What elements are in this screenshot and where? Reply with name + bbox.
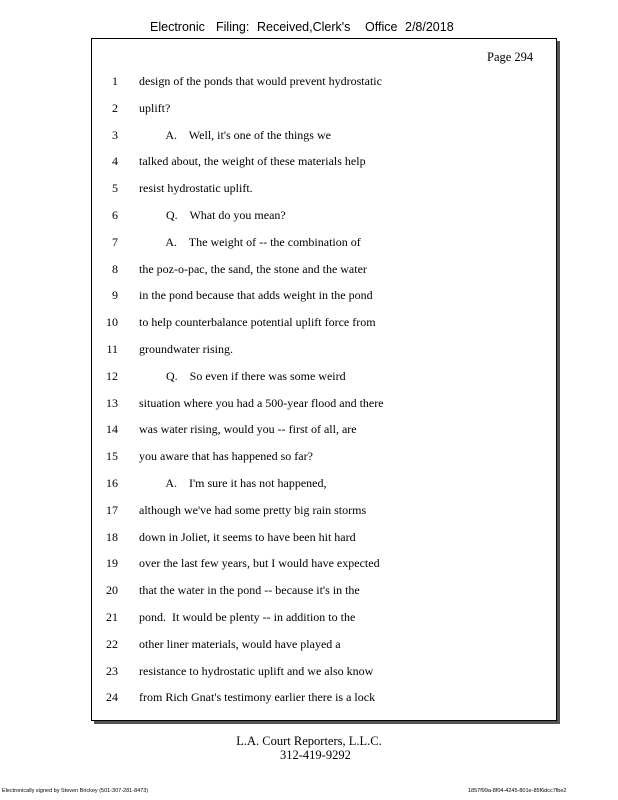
line-number: 1	[112, 74, 118, 88]
electronic-signature: Electronically signed by Steven Brickey (501-307-281-8473)	[2, 788, 149, 794]
line-number: 17	[106, 502, 118, 517]
line-text: over the last few years, but I would have expected	[139, 556, 380, 571]
footer-company: L.A. Court Reporters, L.L.C.	[236, 734, 382, 748]
transcript-line	[0, 154, 618, 170]
line-text: groundwater rising.	[139, 342, 233, 356]
footer-phone: 312-419-9292	[280, 748, 351, 762]
line-text: in the pond because that adds weight in the pond	[139, 288, 373, 303]
line-text: the poz-o-pac, the sand, the stone and the water	[139, 261, 367, 276]
line-number: 2	[112, 100, 118, 115]
transcript-line	[0, 583, 618, 599]
line-number: 18	[106, 529, 118, 544]
line-text: A. Well, it's one of the things we	[139, 127, 331, 142]
transcript-line	[0, 342, 618, 358]
line-text: down in Joliet, it seems to have been hit hard	[139, 529, 356, 544]
line-number: 16	[106, 476, 118, 490]
line-number: 21	[106, 610, 118, 624]
transcript-line	[0, 262, 618, 278]
transcript-line	[0, 181, 618, 197]
filing-header-received: Received,Clerk's	[257, 20, 351, 34]
line-number: 23	[106, 663, 118, 678]
line-text: resist hydrostatic uplift.	[139, 181, 253, 196]
line-text: uplift?	[139, 100, 171, 115]
page-number: Page 294	[487, 50, 534, 64]
line-number: 12	[106, 368, 118, 383]
filing-header-office: Office	[365, 20, 398, 34]
line-number: 3	[112, 127, 118, 142]
transcript-line	[0, 315, 618, 331]
line-number: 5	[112, 181, 118, 196]
line-text: Q. What do you mean?	[139, 208, 286, 222]
transcript-line	[0, 208, 618, 224]
transcript-line	[0, 128, 618, 144]
transcript-line	[0, 503, 618, 519]
signature-hash: 1857f99a-8f04-4245-801e-85f6dcc7fbe2	[468, 788, 567, 794]
filing-header-date: 2/8/2018	[405, 20, 454, 34]
transcript-line	[0, 664, 618, 680]
line-number: 10	[106, 315, 118, 330]
line-number: 8	[112, 261, 118, 276]
line-text: Q. So even if there was some weird	[139, 368, 346, 383]
line-number: 13	[106, 395, 118, 410]
transcript-line	[0, 422, 618, 438]
line-text: to help counterbalance potential uplift force from	[139, 315, 376, 330]
transcript-line	[0, 396, 618, 412]
line-number: 4	[112, 154, 118, 169]
filing-header-filing: Filing:	[216, 20, 250, 34]
transcript-line	[0, 476, 618, 492]
transcript-line	[0, 610, 618, 626]
transcript-line	[0, 101, 618, 117]
line-text: A. I'm sure it has not happened,	[139, 476, 327, 490]
line-number: 7	[112, 234, 118, 249]
line-number: 9	[112, 288, 118, 303]
line-number: 22	[106, 636, 118, 651]
line-text: situation where you had a 500-year flood and there	[139, 395, 384, 410]
line-text: design of the ponds that would prevent hydrostatic	[139, 74, 382, 88]
transcript-line	[0, 690, 618, 706]
line-text: pond. It would be plenty -- in addition to the	[139, 610, 356, 624]
line-text: although we've had some pretty big rain storms	[139, 502, 367, 517]
line-text: was water rising, would you -- first of all, are	[139, 422, 357, 437]
line-text: resistance to hydrostatic uplift and we also know	[139, 663, 374, 678]
line-text: you aware that has happened so far?	[139, 449, 313, 464]
line-number: 20	[106, 583, 118, 598]
transcript-line	[0, 369, 618, 385]
transcript-line	[0, 235, 618, 251]
line-number: 6	[112, 208, 118, 222]
transcript-line	[0, 530, 618, 546]
transcript-line	[0, 74, 618, 90]
filing-header-electronic: Electronic	[150, 20, 205, 34]
line-number: 11	[106, 342, 118, 356]
line-number: 19	[106, 556, 118, 571]
transcript-line	[0, 449, 618, 465]
line-text: from Rich Gnat's testimony earlier there is a lock	[139, 690, 376, 705]
line-text: that the water in the pond -- because it's in the	[139, 583, 360, 598]
transcript-line	[0, 288, 618, 304]
line-text: other liner materials, would have played a	[139, 636, 341, 651]
line-number: 14	[106, 422, 118, 437]
line-text: A. The weight of -- the combination of	[139, 234, 361, 249]
line-number: 15	[106, 449, 118, 464]
transcript-line	[0, 637, 618, 653]
transcript-line	[0, 556, 618, 572]
line-number: 24	[106, 690, 118, 705]
line-text: talked about, the weight of these materials help	[139, 154, 366, 169]
